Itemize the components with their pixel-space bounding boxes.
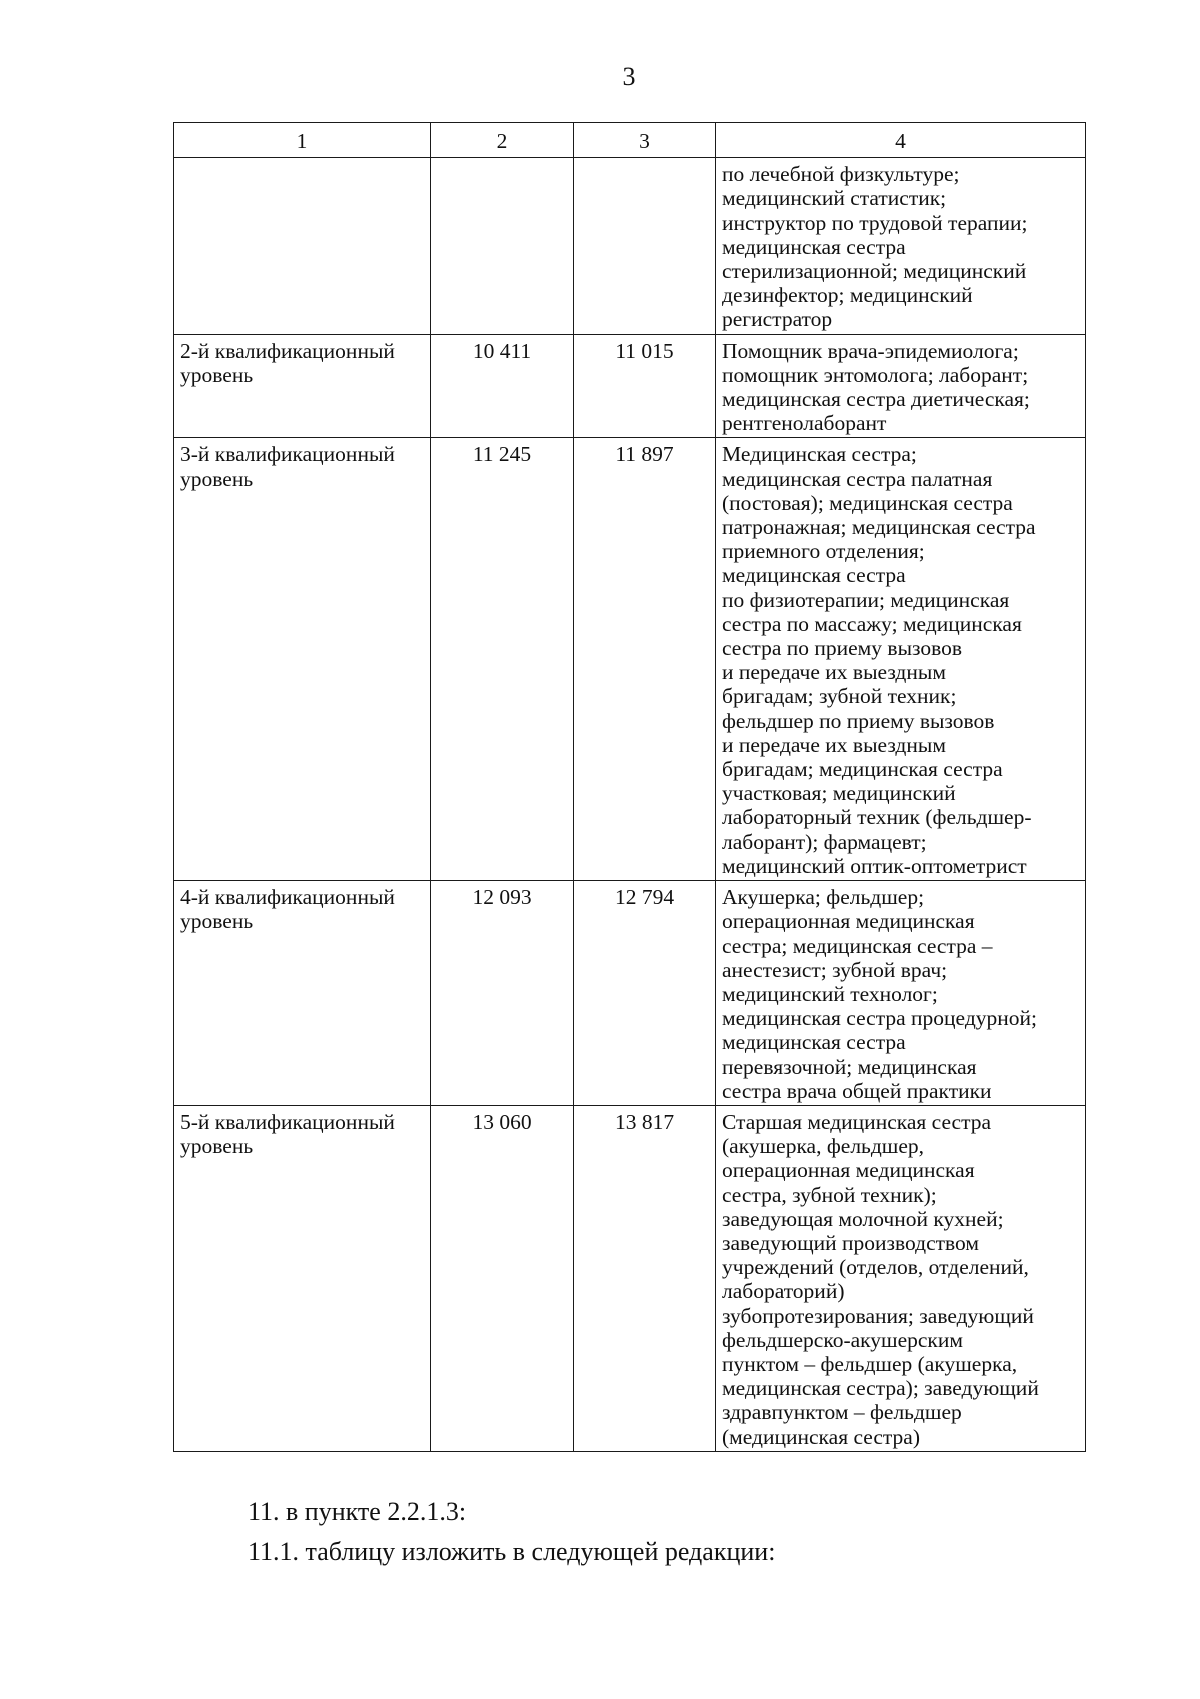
position-line: инструктор по трудовой терапии; [722, 210, 1028, 235]
table-row [174, 881, 1086, 1106]
position-line: медицинская сестра [722, 563, 906, 588]
position-line: приемного отделения; [722, 539, 925, 564]
table-row [174, 158, 1086, 334]
table-body [174, 158, 1086, 1452]
position-line: анестезист; зубной врач; [722, 957, 948, 982]
position-line: Акушерка; фельдшер; [722, 885, 925, 910]
position-line: (постовая); медицинская сестра [722, 490, 1013, 515]
positions-cell [716, 881, 1086, 1106]
positions-cell [716, 158, 1086, 334]
position-line: по физиотерапии; медицинская [722, 587, 1010, 612]
position-line: Помощник врача-эпидемиолога; [722, 338, 1019, 363]
position-line: сестра по массажу; медицинская [722, 611, 1022, 636]
position-line: медицинская сестра [722, 1030, 906, 1055]
position-line: пунктом – фельдшер (акушерка, [722, 1351, 1018, 1376]
position-line: медицинский технолог; [722, 981, 938, 1006]
position-line: стерилизационной; медицинский [722, 259, 1027, 284]
table-row [174, 438, 1086, 881]
position-line: операционная медицинская [722, 909, 975, 934]
qualification-level-cell: 2-й квалификационный уровень [174, 334, 431, 438]
value-column-3-cell: 11 015 [574, 334, 716, 438]
column-header-4: 4 [716, 123, 1086, 158]
position-line: лабораторий) [722, 1279, 845, 1304]
position-line: медицинская сестра [722, 234, 906, 259]
position-line: Медицинская сестра; [722, 442, 917, 467]
value-column-2-cell: 13 060 [431, 1105, 574, 1451]
qualification-level-cell: 5-й квалификационный уровень [174, 1105, 431, 1451]
column-header-1: 1 [174, 123, 431, 158]
position-line: бригадам; зубной техник; [722, 684, 957, 709]
position-line: рентгенолаборант [722, 411, 887, 436]
position-line: патронажная; медицинская сестра [722, 515, 1036, 540]
value-column-2-cell [431, 158, 574, 334]
position-line: здравпунктом – фельдшер [722, 1400, 962, 1425]
position-line: сестра; медицинская сестра – [722, 933, 993, 958]
qualification-level-cell [174, 158, 431, 334]
position-line: фельдшерско-акушерским [722, 1327, 963, 1352]
position-line: бригадам; медицинская сестра [722, 757, 1003, 782]
table-header-row [174, 123, 1086, 158]
position-line: учреждений (отделов, отделений, [722, 1255, 1029, 1280]
value-column-3-cell: 11 897 [574, 438, 716, 881]
position-line: Старшая медицинская сестра [722, 1109, 992, 1134]
position-line: операционная медицинская [722, 1158, 975, 1183]
position-line: заведующая молочной кухней; [722, 1206, 1004, 1231]
position-line: лабораторный техник (фельдшер- [722, 805, 1032, 830]
page-number: 3 [622, 62, 636, 91]
position-line: (акушерка, фельдшер, [722, 1134, 925, 1159]
position-line: зубопротезирования; заведующий [722, 1303, 1034, 1328]
column-header-2: 2 [431, 123, 574, 158]
qualification-level-cell: 4-й квалификационный уровень [174, 881, 431, 1106]
positions-cell [716, 438, 1086, 881]
value-column-3-cell [574, 158, 716, 334]
position-line: медицинская сестра палатная [722, 466, 993, 491]
position-line: сестра врача общей практики [722, 1078, 992, 1103]
position-line: медицинская сестра); заведующий [722, 1376, 1039, 1401]
amendment-item-11-1: 11.1. таблицу изложить в следующей редакции: [248, 1537, 776, 1566]
position-line: заведующий производством [722, 1230, 979, 1255]
qualification-table [173, 122, 1086, 1452]
positions-cell [716, 334, 1086, 438]
position-line: дезинфектор; медицинский [722, 283, 973, 308]
position-line: медицинская сестра диетическая; [722, 387, 1030, 412]
value-column-2-cell: 10 411 [431, 334, 574, 438]
position-line: участковая; медицинский [722, 781, 956, 806]
position-line: фельдшер по приему вызовов [722, 708, 995, 733]
position-line: помощник энтомолога; лаборант; [722, 362, 1029, 387]
column-header-3: 3 [574, 123, 716, 158]
position-line: медицинский оптик-оптометрист [722, 853, 1027, 878]
value-column-3-cell: 12 794 [574, 881, 716, 1106]
qualification-level-cell: 3-й квалификационный уровень [174, 438, 431, 881]
table-row [174, 334, 1086, 438]
positions-cell [716, 1105, 1086, 1451]
position-line: по лечебной физкультуре; [722, 162, 960, 187]
amendment-item-11: 11. в пункте 2.2.1.3: [248, 1497, 467, 1526]
value-column-2-cell: 12 093 [431, 881, 574, 1106]
position-line: и передаче их выездным [722, 660, 946, 685]
position-line: сестра по приему вызовов [722, 636, 963, 661]
position-line: лаборант); фармацевт; [722, 829, 927, 854]
position-line: и передаче их выездным [722, 732, 946, 757]
position-line: сестра, зубной техник); [722, 1182, 937, 1207]
value-column-3-cell: 13 817 [574, 1105, 716, 1451]
table-row [174, 1105, 1086, 1451]
position-line: медицинский статистик; [722, 186, 947, 211]
position-line: медицинская сестра процедурной; [722, 1006, 1037, 1031]
value-column-2-cell: 11 245 [431, 438, 574, 881]
position-line: (медицинская сестра) [722, 1424, 920, 1449]
position-line: перевязочной; медицинская [722, 1054, 977, 1079]
position-line: регистратор [722, 307, 833, 332]
